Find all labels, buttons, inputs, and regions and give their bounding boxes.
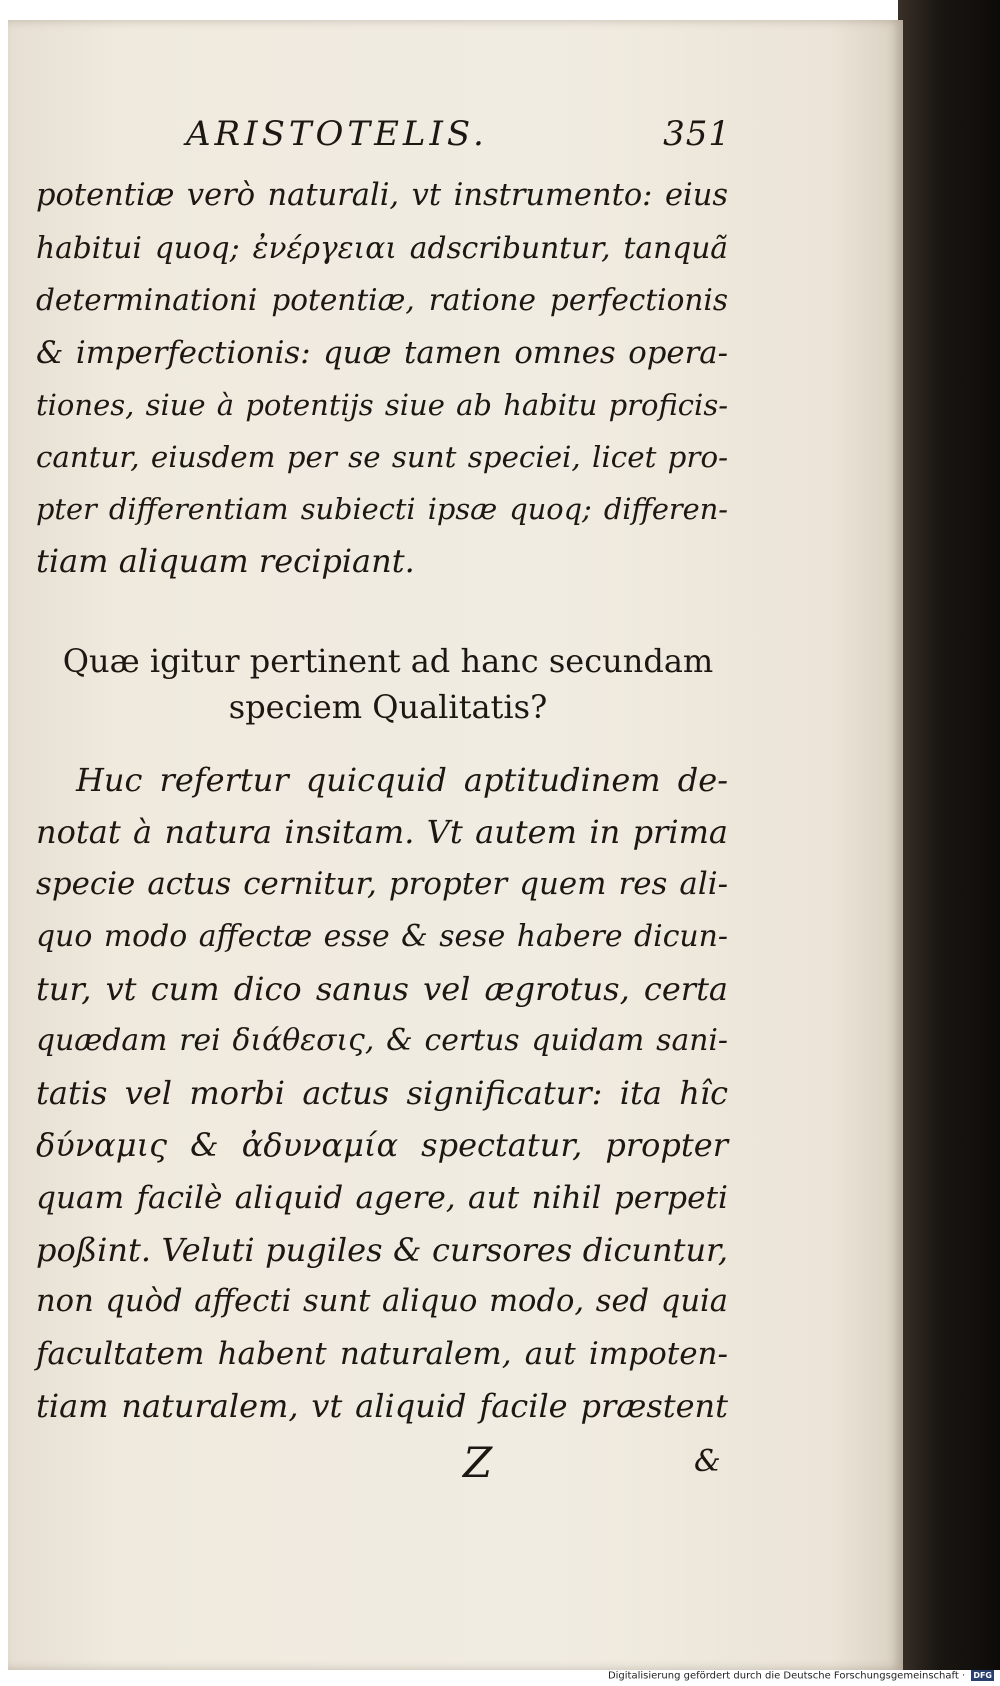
text-line: & imperfectionis: quæ tamen omnes opera- — [36, 334, 728, 371]
text-line: tur, vt cum dico sanus vel ægrotus, certa — [36, 969, 728, 1008]
text-line: quam facilè aliquid agere, aut nihil perpeti — [36, 1179, 728, 1216]
text-line: tatis vel morbi actus significatur: ita hîc — [36, 1074, 728, 1113]
text-line: non quòd affecti sunt aliquo modo, sed quia — [36, 1284, 728, 1320]
paragraph-1 — [36, 170, 728, 588]
text-line: specie actus cernitur, propter quem res ali- — [36, 866, 728, 903]
text-line: potentiæ verò naturali, vt instrumento: eius — [36, 178, 728, 213]
digitization-footer — [608, 1670, 994, 1682]
page-header — [186, 114, 731, 158]
book-cover-edge — [898, 0, 1000, 1670]
page-number: 351 — [663, 114, 731, 154]
catchword: & — [694, 1444, 721, 1479]
text-line: quædam rei διάθεσις, & certus quidam sani- — [36, 1023, 728, 1059]
text-line: determinationi potentiæ, ratione perfectionis — [36, 283, 728, 318]
text-line: notat à natura insitam. Vt autem in prima — [36, 813, 728, 852]
text-line: pter differentiam subiecti ipsæ quoq; differen- — [36, 492, 728, 527]
text-line: tiam naturalem, vt aliquid facile præstent — [36, 1387, 728, 1426]
question-heading — [48, 638, 728, 730]
paragraph-2 — [36, 754, 728, 1433]
text-line: poßint. Veluti pugiles & cursores dicuntur, — [36, 1230, 728, 1269]
text-line: tiones, siue à potentijs siue ab habitu proficis- — [36, 387, 728, 422]
running-title: ARISTOTELIS. — [186, 114, 488, 154]
text-line: δύναμις & ἀδυναμία spectatur, propter — [36, 1126, 728, 1165]
footer-text: Digitalisierung gefördert durch die Deutsche Forschungsgemeinschaft · — [607, 1670, 966, 1682]
text-line: cantur, eiusdem per se sunt speciei, licet pro- — [36, 440, 728, 475]
text-line: habitui quoq; ἐνέργειαι adscribuntur, tanquã — [36, 230, 728, 266]
signature-mark: Z — [463, 1438, 493, 1487]
text-line: tiam aliquam recipiant. — [36, 542, 415, 581]
book-page — [8, 20, 903, 1670]
dfg-logo-icon: DFG — [973, 1671, 992, 1680]
question-line: speciem Qualitatis? — [228, 688, 548, 726]
question-line: Quæ igitur pertinent ad hanc secundam — [62, 642, 714, 680]
text-line: Huc refertur quicquid aptitudinem de- — [76, 761, 728, 799]
text-line: facultatem habent naturalem, aut impoten- — [36, 1336, 728, 1373]
text-line: quo modo affectæ esse & sese habere dicun- — [36, 918, 728, 954]
